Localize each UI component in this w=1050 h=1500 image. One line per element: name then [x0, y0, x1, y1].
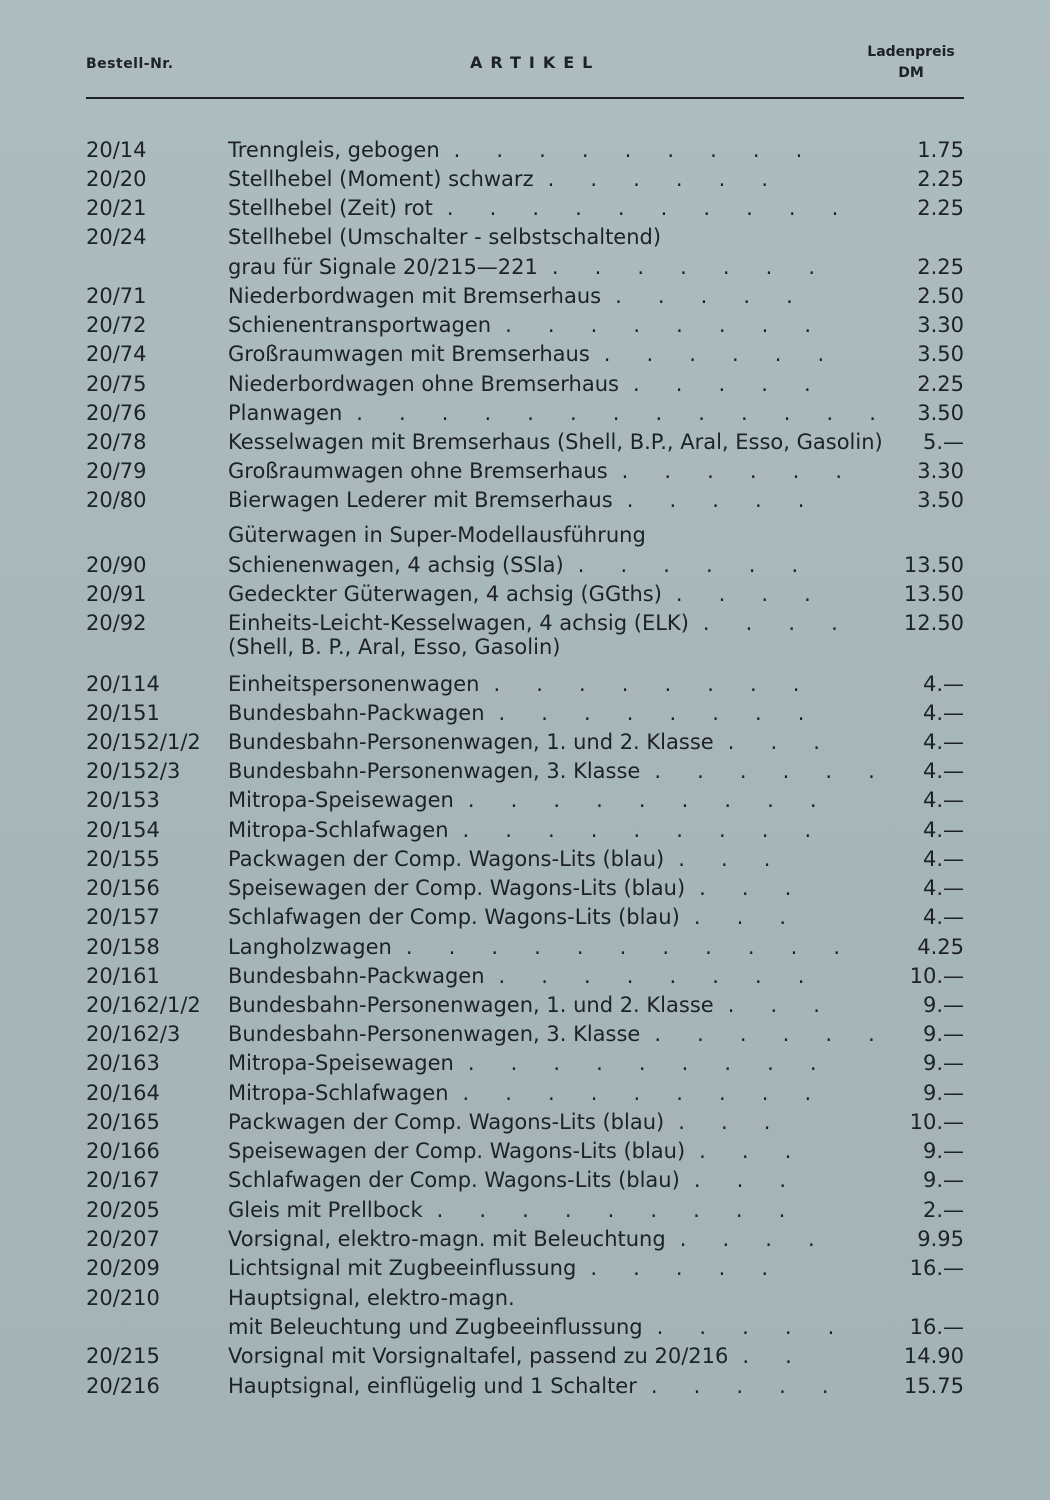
- article-name: Lichtsignal mit Zugbeeinflussung: [228, 1256, 577, 1280]
- leader-dots: . . . . . . . . .: [462, 818, 826, 842]
- shop-price: 2.25: [917, 196, 964, 220]
- article-name: Gedeckter Güterwagen, 4 achsig (GGths): [228, 582, 662, 606]
- table-row: [0, 580, 1050, 609]
- table-row: [0, 1108, 1050, 1137]
- order-number: 20/80: [86, 488, 147, 512]
- shop-price: 1.75: [917, 138, 964, 162]
- article-name: Speisewagen der Comp. Wagons-Lits (blau): [228, 1139, 686, 1163]
- table-row: [0, 165, 1050, 194]
- table-row: [0, 399, 1050, 428]
- leader-dots: . . . . . .: [621, 459, 857, 483]
- leader-dots: . . . . .: [590, 1256, 783, 1280]
- article-name: Bundesbahn-Packwagen: [228, 964, 485, 988]
- order-number: 20/207: [86, 1227, 160, 1251]
- shop-price: 4.—: [922, 759, 964, 783]
- table-row: [0, 1342, 1050, 1371]
- order-number: 20/162/1/2: [86, 993, 201, 1017]
- leader-dots: . . . . .: [626, 488, 820, 512]
- table-row: [0, 311, 1050, 340]
- order-number: 20/161: [86, 964, 160, 988]
- shop-price: 13.50: [903, 582, 964, 606]
- leader-dots: . . . . . .: [654, 1022, 890, 1046]
- table-row: [0, 486, 1050, 515]
- article-name: Großraumwagen ohne Bremserhaus: [228, 459, 608, 483]
- order-number: 20/157: [86, 905, 160, 929]
- order-number: 20/90: [86, 553, 147, 577]
- article-name: Schlafwagen der Comp. Wagons-Lits (blau): [228, 1168, 680, 1192]
- leader-dots: . . . . . . . . .: [462, 1081, 826, 1105]
- leader-dots: . . .: [693, 905, 801, 929]
- leader-dots: . . .: [699, 876, 807, 900]
- price-header-line1: Ladenpreis: [867, 44, 955, 60]
- leader-dots: . . . . . .: [577, 553, 813, 577]
- shop-price: 4.25: [917, 935, 964, 959]
- order-number: 20/20: [86, 167, 147, 191]
- order-number: 20/209: [86, 1256, 160, 1280]
- shop-price: 9.—: [922, 1139, 964, 1163]
- article-name: Mitropa-Speisewagen: [228, 788, 454, 812]
- order-number: 20/158: [86, 935, 160, 959]
- order-number: 20/75: [86, 372, 147, 396]
- article-name: Speisewagen der Comp. Wagons-Lits (blau): [228, 876, 686, 900]
- shop-price: 13.50: [903, 553, 964, 577]
- table-row: [0, 991, 1050, 1020]
- order-number: 20/215: [86, 1344, 160, 1368]
- leader-dots: . . . . . . . . .: [436, 1198, 801, 1222]
- table-row: [0, 428, 1050, 457]
- order-number: 20/79: [86, 459, 147, 483]
- article-name: Großraumwagen mit Bremserhaus: [228, 342, 590, 366]
- order-number: 20/152/1/2: [86, 730, 201, 754]
- shop-price: 4.—: [922, 701, 964, 725]
- article-name: Bundesbahn-Packwagen: [228, 701, 485, 725]
- table-row: [0, 1254, 1050, 1283]
- table-row: [0, 1196, 1050, 1225]
- leader-dots: . . . . .: [615, 284, 808, 308]
- leader-dots: . . . . . .: [547, 167, 783, 191]
- leader-dots: . . .: [699, 1139, 807, 1163]
- table-row: [0, 933, 1050, 962]
- order-number: 20/72: [86, 313, 147, 337]
- shop-price: 10.—: [909, 1110, 964, 1134]
- order-number: 20/74: [86, 342, 147, 366]
- leader-dots: . . . . . .: [603, 342, 839, 366]
- leader-dots: . .: [742, 1344, 807, 1368]
- leader-dots: . . . . . . . .: [493, 672, 815, 696]
- table-row: [0, 1372, 1050, 1401]
- price-header-line2: DM: [898, 65, 924, 81]
- leader-dots: . . . .: [702, 611, 853, 635]
- order-number: 20/153: [86, 788, 160, 812]
- shop-price: 4.—: [922, 905, 964, 929]
- shop-price: 4.—: [922, 847, 964, 871]
- shop-price: 12.50: [903, 611, 964, 635]
- order-number: 20/163: [86, 1051, 160, 1075]
- order-number-header: Bestell-Nr.: [86, 56, 174, 72]
- table-row: [0, 728, 1050, 757]
- shop-price: 16.—: [909, 1315, 964, 1339]
- table-row: [0, 136, 1050, 165]
- article-name: Planwagen: [228, 401, 343, 425]
- article-name: grau für Signale 20/215—221: [228, 255, 538, 279]
- article-name: Niederbordwagen mit Bremserhaus: [228, 284, 602, 308]
- table-row: [0, 521, 1050, 550]
- order-number: 20/14: [86, 138, 147, 162]
- order-number: 20/24: [86, 225, 147, 249]
- leader-dots: . . . . . . . . .: [453, 138, 818, 162]
- article-name: Vorsignal, elektro-magn. mit Beleuchtung: [228, 1227, 666, 1251]
- article-name: Stellhebel (Umschalter - selbstschaltend): [228, 225, 662, 249]
- shop-price: 4.—: [922, 818, 964, 842]
- leader-dots: . . . . .: [650, 1374, 844, 1398]
- article-name: Hauptsignal, elektro-magn.: [228, 1286, 515, 1310]
- table-row: [0, 874, 1050, 903]
- shop-price: 4.—: [922, 788, 964, 812]
- leader-dots: . . . . . . .: [551, 255, 830, 279]
- article-name: Schlafwagen der Comp. Wagons-Lits (blau): [228, 905, 680, 929]
- order-number: 20/76: [86, 401, 147, 425]
- article-name: Hauptsignal, einflügelig und 1 Schalter: [228, 1374, 637, 1398]
- shop-price: 3.50: [917, 342, 964, 366]
- shop-price: 4.—: [922, 672, 964, 696]
- article-name: Bundesbahn-Personenwagen, 3. Klasse: [228, 1022, 641, 1046]
- table-row: [0, 670, 1050, 699]
- article-name: Bierwagen Lederer mit Bremserhaus: [228, 488, 613, 512]
- article-name: Gleis mit Prellbock: [228, 1198, 423, 1222]
- article-name: Packwagen der Comp. Wagons-Lits (blau): [228, 1110, 665, 1134]
- article-name: Stellhebel (Moment) schwarz: [228, 167, 534, 191]
- table-row: [0, 1049, 1050, 1078]
- shop-price: 9.95: [917, 1227, 964, 1251]
- article-header: ARTIKEL: [470, 53, 601, 72]
- leader-dots: . . . . .: [632, 372, 826, 396]
- article-name: Einheits-Leicht-Kesselwagen, 4 achsig (ELK): [228, 611, 689, 635]
- order-number: 20/152/3: [86, 759, 181, 783]
- shop-price: 4.—: [922, 876, 964, 900]
- table-row: [0, 845, 1050, 874]
- table-row: [0, 1166, 1050, 1195]
- article-name: (Shell, B. P., Aral, Esso, Gasolin): [228, 635, 561, 659]
- table-row: [0, 223, 1050, 252]
- table-row: [0, 786, 1050, 815]
- article-name: Niederbordwagen ohne Bremserhaus: [228, 372, 619, 396]
- table-row: [0, 757, 1050, 786]
- article-name: Langholzwagen: [228, 935, 392, 959]
- leader-dots: . . . .: [675, 582, 826, 606]
- order-number: 20/71: [86, 284, 147, 308]
- article-name: Einheitspersonenwagen: [228, 672, 480, 696]
- article-name: Mitropa-Schlafwagen: [228, 1081, 449, 1105]
- shop-price: 3.30: [917, 313, 964, 337]
- order-number: 20/114: [86, 672, 160, 696]
- table-row: [0, 1137, 1050, 1166]
- order-number: 20/165: [86, 1110, 160, 1134]
- article-name: Bundesbahn-Personenwagen, 3. Klasse: [228, 759, 641, 783]
- leader-dots: . . . . . . . .: [505, 313, 826, 337]
- article-name: Güterwagen in Super-Modellausführung: [228, 523, 646, 547]
- leader-dots: . . .: [678, 847, 786, 871]
- leader-dots: . . . . . . . . . . .: [405, 935, 855, 959]
- article-name: Bundesbahn-Personenwagen, 1. und 2. Klasse: [228, 993, 714, 1017]
- table-row: [0, 253, 1050, 282]
- shop-price: 5.—: [922, 430, 964, 454]
- order-number: 20/92: [86, 611, 147, 635]
- table-row: [0, 903, 1050, 932]
- shop-price: 2.—: [922, 1198, 964, 1222]
- table-row: [0, 340, 1050, 369]
- order-number: 20/154: [86, 818, 160, 842]
- table-row: [0, 962, 1050, 991]
- shop-price: 16.—: [909, 1256, 964, 1280]
- shop-price: 4.—: [922, 730, 964, 754]
- table-row: [0, 551, 1050, 580]
- shop-price: 9.—: [922, 1051, 964, 1075]
- shop-price: 2.25: [917, 255, 964, 279]
- leader-dots: . . .: [727, 993, 835, 1017]
- order-number: 20/205: [86, 1198, 160, 1222]
- shop-price: 10.—: [909, 964, 964, 988]
- table-row: [0, 1020, 1050, 1049]
- leader-dots: . . . . . .: [654, 759, 890, 783]
- shop-price: 3.30: [917, 459, 964, 483]
- table-row: [0, 1284, 1050, 1313]
- table-row: [0, 1225, 1050, 1254]
- shop-price: 2.50: [917, 284, 964, 308]
- table-row: [0, 282, 1050, 311]
- leader-dots: . . .: [678, 1110, 786, 1134]
- shop-price: 9.—: [922, 1022, 964, 1046]
- order-number: 20/166: [86, 1139, 160, 1163]
- leader-dots: . . . .: [679, 1227, 830, 1251]
- article-name: Vorsignal mit Vorsignaltafel, passend zu 20/216: [228, 1344, 729, 1368]
- shop-price: 14.90: [903, 1344, 964, 1368]
- order-number: 20/167: [86, 1168, 160, 1192]
- table-row: [0, 370, 1050, 399]
- article-name: Mitropa-Schlafwagen: [228, 818, 449, 842]
- article-name: Packwagen der Comp. Wagons-Lits (blau): [228, 847, 665, 871]
- table-row: [0, 194, 1050, 223]
- table-row: [0, 633, 1050, 662]
- table-row: [0, 816, 1050, 845]
- order-number: 20/155: [86, 847, 160, 871]
- order-number: 20/78: [86, 430, 147, 454]
- article-name: Mitropa-Speisewagen: [228, 1051, 454, 1075]
- article-name: Kesselwagen mit Bremserhaus (Shell, B.P., Aral, Esso, Gasolin): [228, 430, 883, 454]
- shop-price: 2.25: [917, 167, 964, 191]
- shop-price: 9.—: [922, 1081, 964, 1105]
- shop-price: 3.50: [917, 401, 964, 425]
- order-number: 20/156: [86, 876, 160, 900]
- article-name: Trenngleis, gebogen: [228, 138, 440, 162]
- article-name: Bundesbahn-Personenwagen, 1. und 2. Klasse: [228, 730, 714, 754]
- leader-dots: . . . . . . . .: [498, 964, 820, 988]
- leader-dots: . . . . . . . . . .: [446, 196, 853, 220]
- leader-dots: . . . . . . . .: [498, 701, 820, 725]
- leader-dots: . . . . . . . . . . . . .: [356, 401, 891, 425]
- order-number: 20/151: [86, 701, 160, 725]
- order-number: 20/21: [86, 196, 147, 220]
- table-row: [0, 1079, 1050, 1108]
- leader-dots: . . .: [727, 730, 835, 754]
- shop-price: 9.—: [922, 993, 964, 1017]
- shop-price: 9.—: [922, 1168, 964, 1192]
- article-name: Stellhebel (Zeit) rot: [228, 196, 433, 220]
- shop-price: 3.50: [917, 488, 964, 512]
- leader-dots: . . .: [693, 1168, 801, 1192]
- table-row: [0, 1313, 1050, 1342]
- table-row: [0, 457, 1050, 486]
- shop-price: 15.75: [903, 1374, 964, 1398]
- order-number: 20/164: [86, 1081, 160, 1105]
- leader-dots: . . . . . . . . .: [467, 788, 832, 812]
- order-number: 20/210: [86, 1286, 160, 1310]
- article-name: Schienenwagen, 4 achsig (SSla): [228, 553, 564, 577]
- order-number: 20/91: [86, 582, 147, 606]
- leader-dots: . . . . .: [656, 1315, 850, 1339]
- leader-dots: . . . . . . . . .: [467, 1051, 832, 1075]
- table-row: [0, 699, 1050, 728]
- order-number: 20/162/3: [86, 1022, 181, 1046]
- article-name: mit Beleuchtung und Zugbeeinflussung: [228, 1315, 643, 1339]
- order-number: 20/216: [86, 1374, 160, 1398]
- shop-price: 2.25: [917, 372, 964, 396]
- article-name: Schienentransportwagen: [228, 313, 492, 337]
